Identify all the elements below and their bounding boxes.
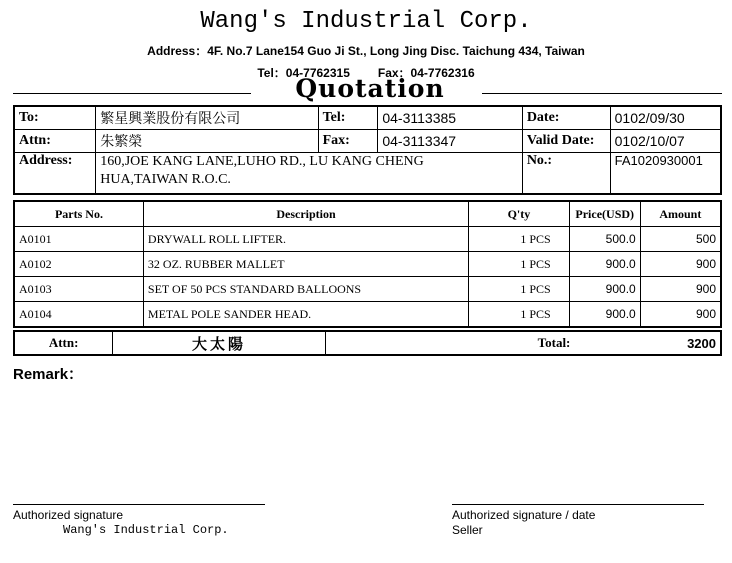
company-fax: Fax：04-7762316 bbox=[377, 66, 475, 80]
signature-line-left bbox=[13, 504, 265, 505]
date-value: 0102/09/30 bbox=[610, 106, 721, 130]
signature-line-right bbox=[452, 504, 704, 505]
to-label: To: bbox=[14, 106, 96, 130]
to-value: 繁星興業股份有限公司 bbox=[96, 106, 318, 130]
quantity: 1 PCS bbox=[469, 277, 570, 302]
totals-table bbox=[13, 330, 722, 356]
price: 900.0 bbox=[569, 302, 640, 328]
table-row bbox=[14, 252, 721, 277]
document-title: Quotation bbox=[295, 74, 445, 103]
title-rule-left bbox=[13, 93, 251, 94]
valid-date-value: 0102/10/07 bbox=[610, 130, 721, 153]
price: 900.0 bbox=[569, 277, 640, 302]
items-table bbox=[13, 200, 722, 328]
part-no: A0103 bbox=[14, 277, 143, 302]
header-parts-no: Parts No. bbox=[14, 201, 143, 227]
description: DRYWALL ROLL LIFTER. bbox=[143, 227, 468, 252]
valid-date-label: Valid Date: bbox=[522, 130, 610, 153]
table-row bbox=[14, 227, 721, 252]
customer-info-table bbox=[13, 105, 722, 195]
table-row bbox=[14, 302, 721, 328]
attn-value: 朱繁榮 bbox=[96, 130, 318, 153]
header-amount: Amount bbox=[640, 201, 721, 227]
quantity: 1 PCS bbox=[469, 227, 570, 252]
price: 900.0 bbox=[569, 252, 640, 277]
signature-right-role: Seller bbox=[452, 523, 483, 537]
items-header-row bbox=[14, 201, 721, 227]
part-no: A0101 bbox=[14, 227, 143, 252]
description: 32 OZ. RUBBER MALLET bbox=[143, 252, 468, 277]
footer-attn-label: Attn: bbox=[14, 331, 113, 355]
fax-value: 04-3113347 bbox=[378, 130, 522, 153]
part-no: A0104 bbox=[14, 302, 143, 328]
date-label: Date: bbox=[522, 106, 610, 130]
total-value: 3200 bbox=[574, 331, 721, 355]
attn-label: Attn: bbox=[14, 130, 96, 153]
amount: 500 bbox=[640, 227, 721, 252]
quantity: 1 PCS bbox=[469, 252, 570, 277]
tel-label: Tel: bbox=[318, 106, 378, 130]
fax-label: Fax: bbox=[318, 130, 378, 153]
company-tel: Tel：04-7762315 bbox=[257, 66, 350, 80]
no-value: FA1020930001 bbox=[610, 153, 721, 195]
tel-value: 04-3113385 bbox=[378, 106, 522, 130]
total-label: Total: bbox=[325, 331, 574, 355]
no-label: No.: bbox=[522, 153, 610, 195]
table-row bbox=[14, 277, 721, 302]
title-rule-right bbox=[482, 93, 722, 94]
header-price: Price(USD) bbox=[569, 201, 640, 227]
signature-left-label: Authorized signature bbox=[13, 508, 124, 522]
header-description: Description bbox=[143, 201, 468, 227]
price: 500.0 bbox=[569, 227, 640, 252]
remark-label: Remark： bbox=[13, 366, 84, 383]
description: SET OF 50 PCS STANDARD BALLOONS bbox=[143, 277, 468, 302]
amount: 900 bbox=[640, 252, 721, 277]
address-label: Address: bbox=[14, 153, 96, 195]
description: METAL POLE SANDER HEAD. bbox=[143, 302, 468, 328]
signature-right-label: Authorized signature / date bbox=[452, 508, 596, 522]
part-no: A0102 bbox=[14, 252, 143, 277]
company-name: Wang's Industrial Corp. bbox=[200, 8, 532, 35]
amount: 900 bbox=[640, 302, 721, 328]
amount: 900 bbox=[640, 277, 721, 302]
address-line-1: 160,JOE KANG LANE,LUHO RD., LU KANG CHENG bbox=[100, 154, 424, 169]
address-line-2: HUA,TAIWAN R.O.C. bbox=[100, 172, 231, 187]
header-qty: Q'ty bbox=[469, 201, 570, 227]
footer-attn-value: 大太陽 bbox=[113, 331, 325, 355]
quantity: 1 PCS bbox=[469, 302, 570, 328]
signature-left-company: Wang's Industrial Corp. bbox=[63, 523, 229, 537]
address-value bbox=[96, 153, 523, 195]
company-address: Address：4F. No.7 Lane154 Guo Ji St., Long Jing Disc. Taichung 434, Taiwan bbox=[147, 44, 585, 58]
